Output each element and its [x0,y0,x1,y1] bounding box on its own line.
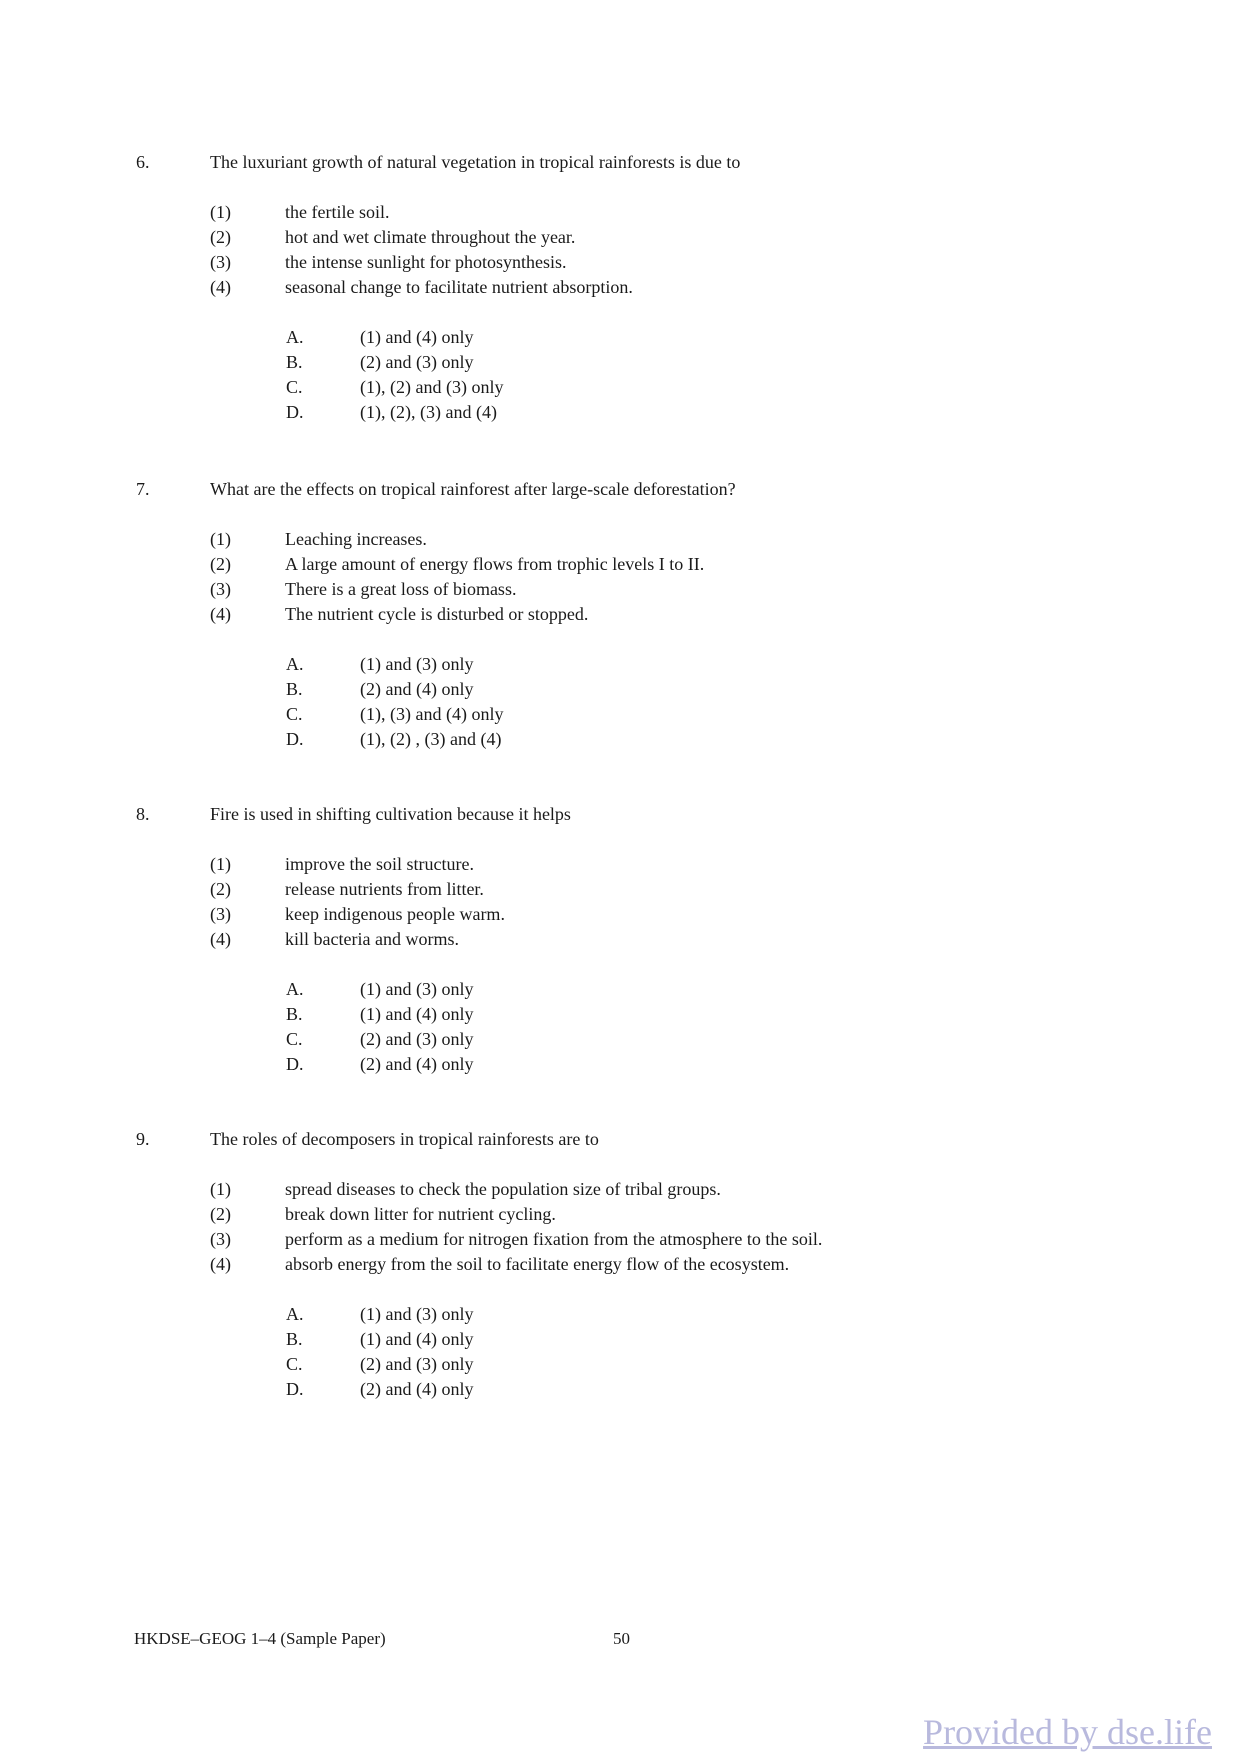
question-stem [0,477,1240,502]
statement-item [0,552,1240,577]
statement-number: (1) [210,1179,231,1199]
option-text: (1) and (3) only [360,654,474,674]
statement-item [0,902,1240,927]
statement-number: (1) [210,529,231,549]
option-letter: C. [286,1354,303,1374]
question-number: 7. [136,479,150,499]
option-letter: A. [286,1304,304,1324]
option-c [0,1027,1240,1052]
option-letter: A. [286,654,304,674]
option-text: (1), (3) and (4) only [360,704,504,724]
option-text: (1) and (4) only [360,327,474,347]
question-stem [0,802,1240,827]
statement-item [0,1177,1240,1202]
statement-text: release nutrients from litter. [285,879,484,899]
option-letter: A. [286,979,304,999]
statement-item [0,1252,1240,1277]
statement-number: (3) [210,579,231,599]
option-b [0,677,1240,702]
option-letter: D. [286,1379,304,1399]
option-text: (1), (2) and (3) only [360,377,504,397]
question-stem [0,1127,1240,1152]
statement-text: absorb energy from the soil to facilitate energy flow of the ecosystem. [285,1254,790,1274]
question-8 [0,802,1240,1077]
statement-text: The nutrient cycle is disturbed or stopped. [285,604,589,624]
option-text: (1) and (3) only [360,979,474,999]
option-text: (2) and (3) only [360,352,474,372]
option-b [0,350,1240,375]
option-list [0,1302,1240,1402]
statement-item [0,577,1240,602]
watermark-link[interactable]: Provided by dse.life [923,1712,1212,1752]
statement-text: There is a great loss of biomass. [285,579,517,599]
question-text: The roles of decomposers in tropical rainforests are to [210,1129,599,1149]
statement-item [0,275,1240,300]
statement-number: (2) [210,554,231,574]
question-number: 8. [136,804,150,824]
statement-item [0,1202,1240,1227]
question-text: What are the effects on tropical rainforest after large-scale deforestation? [210,479,736,499]
option-d [0,400,1240,425]
option-a [0,977,1240,1002]
statement-number: (3) [210,904,231,924]
option-d [0,1377,1240,1402]
statement-text: keep indigenous people warm. [285,904,505,924]
statement-number: (1) [210,854,231,874]
statement-item [0,877,1240,902]
statement-number: (4) [210,929,231,949]
question-number: 9. [136,1129,150,1149]
option-letter: C. [286,704,303,724]
question-stem [0,150,1240,175]
statement-number: (4) [210,604,231,624]
question-9 [0,1127,1240,1402]
option-text: (1) and (4) only [360,1004,474,1024]
option-text: (1), (2) , (3) and (4) [360,729,502,749]
statement-item [0,927,1240,952]
question-text: The luxuriant growth of natural vegetation in tropical rainforests is due to [210,152,741,172]
option-c [0,375,1240,400]
statement-number: (1) [210,202,231,222]
statement-item [0,250,1240,275]
statement-list [0,852,1240,952]
statement-item [0,200,1240,225]
statement-text: break down litter for nutrient cycling. [285,1204,556,1224]
page-footer [0,1626,1240,1651]
statement-item [0,1227,1240,1252]
option-text: (2) and (4) only [360,679,474,699]
statement-text: spread diseases to check the population size of tribal groups. [285,1179,721,1199]
option-list [0,652,1240,752]
option-a [0,1302,1240,1327]
option-letter: B. [286,1004,303,1024]
option-letter: C. [286,377,303,397]
statement-item [0,852,1240,877]
option-text: (1), (2), (3) and (4) [360,402,497,422]
question-number: 6. [136,152,150,172]
statement-text: hot and wet climate throughout the year. [285,227,576,247]
option-letter: B. [286,352,303,372]
option-list [0,977,1240,1077]
question-text: Fire is used in shifting cultivation because it helps [210,804,571,824]
option-letter: A. [286,327,304,347]
statement-list [0,1177,1240,1277]
option-list [0,325,1240,425]
option-d [0,1052,1240,1077]
option-text: (2) and (4) only [360,1054,474,1074]
option-c [0,702,1240,727]
statement-number: (4) [210,1254,231,1274]
statement-list [0,527,1240,627]
option-letter: D. [286,1054,304,1074]
option-letter: B. [286,679,303,699]
statement-text: A large amount of energy flows from trophic levels I to II. [285,554,705,574]
question-7 [0,477,1240,752]
option-b [0,1002,1240,1027]
paper-code: HKDSE–GEOG 1–4 (Sample Paper) [134,1629,386,1648]
option-d [0,727,1240,752]
statement-number: (2) [210,227,231,247]
statement-list [0,200,1240,300]
statement-text: seasonal change to facilitate nutrient absorption. [285,277,633,297]
page-number: 50 [613,1629,630,1648]
statement-number: (4) [210,277,231,297]
statement-text: improve the soil structure. [285,854,474,874]
option-letter: D. [286,402,304,422]
option-text: (2) and (4) only [360,1379,474,1399]
option-letter: D. [286,729,304,749]
question-6 [0,150,1240,425]
statement-item [0,602,1240,627]
option-text: (1) and (4) only [360,1329,474,1349]
option-text: (2) and (3) only [360,1029,474,1049]
option-b [0,1327,1240,1352]
option-letter: B. [286,1329,303,1349]
statement-text: Leaching increases. [285,529,427,549]
statement-item [0,225,1240,250]
statement-number: (2) [210,1204,231,1224]
statement-number: (3) [210,252,231,272]
statement-text: the fertile soil. [285,202,390,222]
statement-text: the intense sunlight for photosynthesis. [285,252,567,272]
statement-text: kill bacteria and worms. [285,929,459,949]
option-a [0,652,1240,677]
statement-number: (2) [210,879,231,899]
option-letter: C. [286,1029,303,1049]
statement-text: perform as a medium for nitrogen fixation from the atmosphere to the soil. [285,1229,823,1249]
option-text: (2) and (3) only [360,1354,474,1374]
statement-item [0,527,1240,552]
option-text: (1) and (3) only [360,1304,474,1324]
option-a [0,325,1240,350]
option-c [0,1352,1240,1377]
statement-number: (3) [210,1229,231,1249]
